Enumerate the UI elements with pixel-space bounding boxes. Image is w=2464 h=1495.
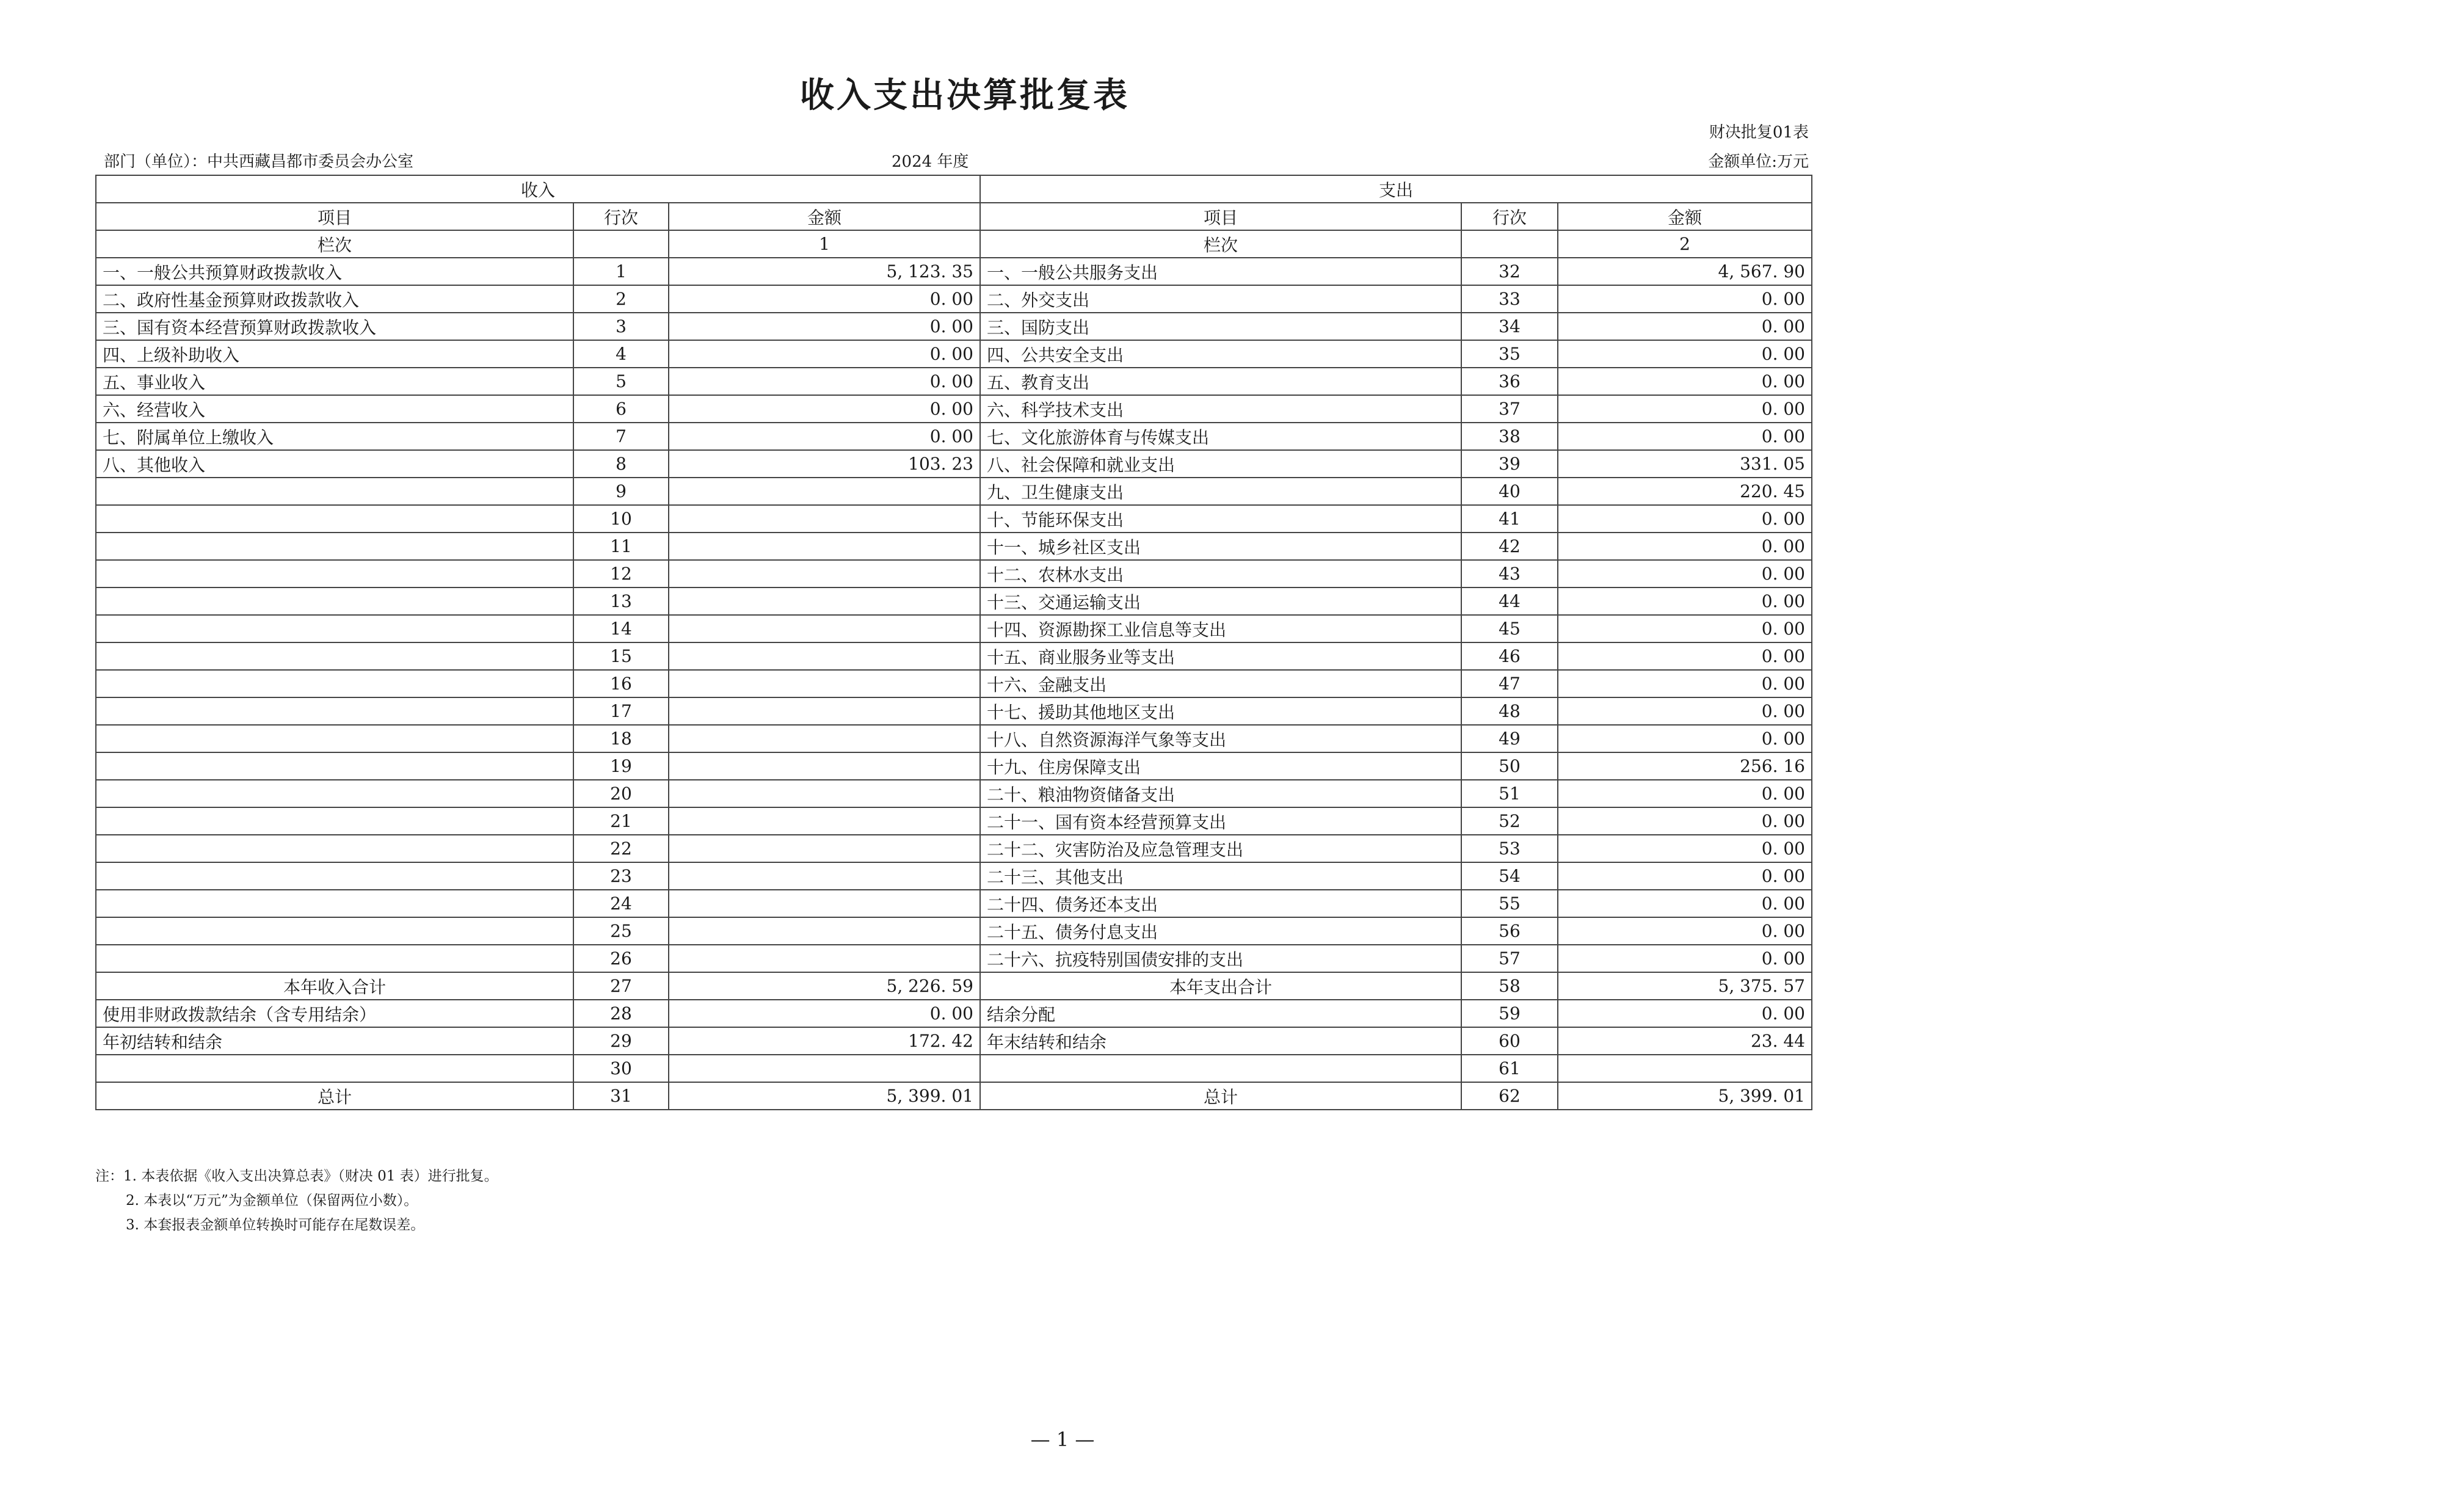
expense-amount: 0. 00: [1558, 423, 1812, 450]
page-number: — 1 —: [1030, 1428, 1095, 1451]
summary-row: [96, 972, 1812, 1000]
table-row: [96, 285, 1812, 313]
income-amount: [669, 560, 980, 587]
table-row: [96, 533, 1812, 560]
income-item: 三、国有资本经营预算财政拨款收入: [96, 313, 573, 340]
expense-item: 二十二、灾害防治及应急管理支出: [980, 835, 1461, 862]
income-summary-item: 使用非财政拨款结余（含专用结余）: [96, 1000, 573, 1027]
expense-item: 二十一、国有资本经营预算支出: [980, 807, 1461, 835]
expense-row-no: 37: [1461, 395, 1558, 423]
expense-row-no: 35: [1461, 340, 1558, 368]
income-amount: [669, 780, 980, 807]
income-item: [96, 890, 573, 917]
income-amount: [669, 642, 980, 670]
income-row-no: 2: [573, 285, 669, 313]
income-amount: 0. 00: [669, 285, 980, 313]
expense-summary-item: 本年支出合计: [980, 972, 1461, 1000]
expense-summary-row-no: 60: [1461, 1027, 1558, 1055]
table-row: [96, 807, 1812, 835]
income-amount: [669, 533, 980, 560]
table-row: [96, 505, 1812, 533]
expense-amount: 0. 00: [1558, 670, 1812, 697]
income-row-no: 21: [573, 807, 669, 835]
income-column-label: 栏次: [96, 230, 573, 258]
income-amount: [669, 615, 980, 642]
expense-item: 十、节能环保支出: [980, 505, 1461, 533]
income-amount: [669, 917, 980, 945]
income-amount-header: 金额: [669, 203, 980, 230]
expense-amount-header: 金额: [1558, 203, 1812, 230]
expense-row-no: 53: [1461, 835, 1558, 862]
income-row-no: 18: [573, 725, 669, 752]
income-item: [96, 533, 573, 560]
expense-amount: 0. 00: [1558, 505, 1812, 533]
table-row: [96, 478, 1812, 505]
expense-row-no: 48: [1461, 697, 1558, 725]
income-row-no-header: 行次: [573, 203, 669, 230]
column-index-row: [96, 230, 1812, 258]
income-item: [96, 917, 573, 945]
expense-row-no: 49: [1461, 725, 1558, 752]
form-number: 财决批复01表: [1709, 123, 1809, 142]
expense-summary-item: 总计: [980, 1082, 1461, 1110]
expense-row-no: 44: [1461, 587, 1558, 615]
expense-item: 二十六、抗疫特别国债安排的支出: [980, 945, 1461, 972]
expense-amount: 0. 00: [1558, 835, 1812, 862]
expense-summary-amount: 5, 399. 01: [1558, 1082, 1812, 1110]
table-row: [96, 725, 1812, 752]
expense-item: 十六、金融支出: [980, 670, 1461, 697]
table-row: [96, 313, 1812, 340]
expense-amount: 4, 567. 90: [1558, 258, 1812, 285]
expense-row-no: 32: [1461, 258, 1558, 285]
income-item-header: 项目: [96, 203, 573, 230]
income-item: 六、经营收入: [96, 395, 573, 423]
table-row: [96, 835, 1812, 862]
expense-item: 十一、城乡社区支出: [980, 533, 1461, 560]
income-row-no: 8: [573, 450, 669, 478]
expense-row-no: 52: [1461, 807, 1558, 835]
expense-amount: 0. 00: [1558, 807, 1812, 835]
expense-row-no: 40: [1461, 478, 1558, 505]
expense-amount: 220. 45: [1558, 478, 1812, 505]
table-row: [96, 642, 1812, 670]
expense-summary-amount: 23. 44: [1558, 1027, 1812, 1055]
table-row: [96, 890, 1812, 917]
income-summary-item: 本年收入合计: [96, 972, 573, 1000]
expense-column-label: 栏次: [980, 230, 1461, 258]
income-row-no: 5: [573, 368, 669, 395]
income-row-no: 17: [573, 697, 669, 725]
expense-amount: 0. 00: [1558, 780, 1812, 807]
expense-amount: 0. 00: [1558, 560, 1812, 587]
income-row-no: 19: [573, 752, 669, 780]
income-item: 一、一般公共预算财政拨款收入: [96, 258, 573, 285]
expense-amount: 0. 00: [1558, 697, 1812, 725]
income-amount: [669, 835, 980, 862]
expense-summary-item: 结余分配: [980, 1000, 1461, 1027]
expense-row-no: 51: [1461, 780, 1558, 807]
expense-row-no: 43: [1461, 560, 1558, 587]
expense-summary-row-no: 61: [1461, 1055, 1558, 1082]
page-title: 收入支出决算批复表: [800, 75, 1130, 115]
table-row: [96, 395, 1812, 423]
expense-item: 二十五、债务付息支出: [980, 917, 1461, 945]
income-expense-table: [95, 175, 1812, 1110]
expense-item: 十二、农林水支出: [980, 560, 1461, 587]
expense-amount: 0. 00: [1558, 945, 1812, 972]
income-summary-amount: 5, 399. 01: [669, 1082, 980, 1110]
income-item: [96, 670, 573, 697]
expense-amount: 331. 05: [1558, 450, 1812, 478]
note-2: 2. 本表以“万元”为金额单位（保留两位小数）。: [126, 1193, 418, 1209]
expense-row-no: 55: [1461, 890, 1558, 917]
income-amount: 103. 23: [669, 450, 980, 478]
income-item: [96, 560, 573, 587]
expense-item: 八、社会保障和就业支出: [980, 450, 1461, 478]
expense-summary-amount: [1558, 1055, 1812, 1082]
income-row-no: 11: [573, 533, 669, 560]
expense-amount: 0. 00: [1558, 642, 1812, 670]
income-amount: [669, 862, 980, 890]
expense-summary-row-no: 59: [1461, 1000, 1558, 1027]
expense-row-no: 39: [1461, 450, 1558, 478]
expense-row-no: 34: [1461, 313, 1558, 340]
expense-row-no: 54: [1461, 862, 1558, 890]
table-row: [96, 340, 1812, 368]
income-row-no: 26: [573, 945, 669, 972]
expense-row-no: 47: [1461, 670, 1558, 697]
income-row-no: 12: [573, 560, 669, 587]
table-row: [96, 560, 1812, 587]
expense-summary-row-no: 62: [1461, 1082, 1558, 1110]
summary-row: [96, 1027, 1812, 1055]
income-amount: [669, 890, 980, 917]
income-row-no-blank: [573, 230, 669, 258]
income-amount: 0. 00: [669, 313, 980, 340]
table-row: [96, 917, 1812, 945]
income-row-no: 3: [573, 313, 669, 340]
income-row-no: 23: [573, 862, 669, 890]
income-summary-item: [96, 1055, 573, 1082]
expense-section-header: 支出: [980, 175, 1812, 203]
income-item: [96, 862, 573, 890]
table-row: [96, 697, 1812, 725]
expense-amount: 0. 00: [1558, 395, 1812, 423]
income-item: [96, 615, 573, 642]
expense-row-no: 42: [1461, 533, 1558, 560]
summary-row: [96, 1000, 1812, 1027]
expense-row-no-header: 行次: [1461, 203, 1558, 230]
income-summary-amount: 172. 42: [669, 1027, 980, 1055]
expense-summary-item: 年末结转和结余: [980, 1027, 1461, 1055]
income-item: [96, 780, 573, 807]
expense-row-no: 56: [1461, 917, 1558, 945]
income-row-no: 16: [573, 670, 669, 697]
table-row: [96, 945, 1812, 972]
income-amount: [669, 505, 980, 533]
expense-amount: 0. 00: [1558, 587, 1812, 615]
income-row-no: 14: [573, 615, 669, 642]
income-item: 八、其他收入: [96, 450, 573, 478]
expense-amount: 0. 00: [1558, 917, 1812, 945]
income-row-no: 7: [573, 423, 669, 450]
income-item: [96, 807, 573, 835]
expense-item: 六、科学技术支出: [980, 395, 1461, 423]
expense-amount: 0. 00: [1558, 285, 1812, 313]
income-row-no: 4: [573, 340, 669, 368]
income-row-no: 20: [573, 780, 669, 807]
expense-item: 二、外交支出: [980, 285, 1461, 313]
income-row-no: 1: [573, 258, 669, 285]
income-item: 七、附属单位上缴收入: [96, 423, 573, 450]
expense-amount: 0. 00: [1558, 340, 1812, 368]
summary-row: [96, 1082, 1812, 1110]
expense-column-index: 2: [1558, 230, 1812, 258]
expense-summary-amount: 5, 375. 57: [1558, 972, 1812, 1000]
income-row-no: 13: [573, 587, 669, 615]
expense-item-header: 项目: [980, 203, 1461, 230]
expense-row-no: 41: [1461, 505, 1558, 533]
expense-item: 七、文化旅游体育与传媒支出: [980, 423, 1461, 450]
income-summary-item: 年初结转和结余: [96, 1027, 573, 1055]
income-row-no: 24: [573, 890, 669, 917]
income-item: 五、事业收入: [96, 368, 573, 395]
income-summary-row-no: 29: [573, 1027, 669, 1055]
income-section-header: 收入: [96, 175, 980, 203]
income-row-no: 6: [573, 395, 669, 423]
income-amount: 5, 123. 35: [669, 258, 980, 285]
expense-amount: 0. 00: [1558, 725, 1812, 752]
income-item: 二、政府性基金预算财政拨款收入: [96, 285, 573, 313]
fiscal-year: 2024 年度: [892, 153, 969, 171]
table-row: [96, 587, 1812, 615]
table-row: [96, 670, 1812, 697]
income-summary-row-no: 27: [573, 972, 669, 1000]
expense-item: 一、一般公共服务支出: [980, 258, 1461, 285]
table-row: [96, 423, 1812, 450]
footnotes: [95, 1164, 498, 1237]
section-header-row: [96, 175, 1812, 203]
expense-row-no: 38: [1461, 423, 1558, 450]
income-summary-item: 总计: [96, 1082, 573, 1110]
expense-item: 九、卫生健康支出: [980, 478, 1461, 505]
expense-amount: 0. 00: [1558, 368, 1812, 395]
expense-row-no: 50: [1461, 752, 1558, 780]
expense-item: 十九、住房保障支出: [980, 752, 1461, 780]
income-amount: [669, 807, 980, 835]
income-summary-amount: 0. 00: [669, 1000, 980, 1027]
income-row-no: 9: [573, 478, 669, 505]
table-row: [96, 258, 1812, 285]
income-item: [96, 945, 573, 972]
expense-amount: 0. 00: [1558, 313, 1812, 340]
expense-row-no: 57: [1461, 945, 1558, 972]
expense-item: 五、教育支出: [980, 368, 1461, 395]
expense-row-no: 45: [1461, 615, 1558, 642]
table-row: [96, 450, 1812, 478]
column-header-row: [96, 203, 1812, 230]
note-3: 3. 本套报表金额单位转换时可能存在尾数误差。: [126, 1217, 425, 1233]
income-row-no: 25: [573, 917, 669, 945]
expense-summary-row-no: 58: [1461, 972, 1558, 1000]
income-amount: 0. 00: [669, 395, 980, 423]
income-summary-amount: 5, 226. 59: [669, 972, 980, 1000]
income-row-no: 22: [573, 835, 669, 862]
income-amount: [669, 725, 980, 752]
income-item: [96, 835, 573, 862]
expense-item: 二十、粮油物资储备支出: [980, 780, 1461, 807]
income-item: [96, 587, 573, 615]
income-amount: 0. 00: [669, 368, 980, 395]
income-amount: [669, 670, 980, 697]
income-amount: [669, 752, 980, 780]
income-summary-amount: [669, 1055, 980, 1082]
expense-item: 三、国防支出: [980, 313, 1461, 340]
income-item: [96, 697, 573, 725]
income-item: [96, 725, 573, 752]
note-1: 注：1. 本表依据《收入支出决算总表》（财决 01 表）进行批复。: [95, 1168, 498, 1184]
income-amount: [669, 478, 980, 505]
income-summary-row-no: 28: [573, 1000, 669, 1027]
table-row: [96, 862, 1812, 890]
table-row: [96, 780, 1812, 807]
expense-row-no: 36: [1461, 368, 1558, 395]
income-item: [96, 642, 573, 670]
income-row-no: 15: [573, 642, 669, 670]
expense-row-no: 46: [1461, 642, 1558, 670]
expense-row-no-blank: [1461, 230, 1558, 258]
table-row: [96, 752, 1812, 780]
income-column-index: 1: [669, 230, 980, 258]
expense-amount: 0. 00: [1558, 862, 1812, 890]
expense-item: 四、公共安全支出: [980, 340, 1461, 368]
expense-summary-amount: 0. 00: [1558, 1000, 1812, 1027]
expense-item: 十四、资源勘探工业信息等支出: [980, 615, 1461, 642]
expense-item: 二十四、债务还本支出: [980, 890, 1461, 917]
income-amount: [669, 587, 980, 615]
income-amount: 0. 00: [669, 423, 980, 450]
income-summary-row-no: 30: [573, 1055, 669, 1082]
expense-summary-item: [980, 1055, 1461, 1082]
income-item: [96, 478, 573, 505]
income-item: [96, 752, 573, 780]
expense-item: 十三、交通运输支出: [980, 587, 1461, 615]
expense-row-no: 33: [1461, 285, 1558, 313]
summary-row: [96, 1055, 1812, 1082]
income-amount: [669, 945, 980, 972]
table-row: [96, 615, 1812, 642]
expense-amount: 0. 00: [1558, 533, 1812, 560]
expense-item: 十八、自然资源海洋气象等支出: [980, 725, 1461, 752]
income-summary-row-no: 31: [573, 1082, 669, 1110]
department-label: 部门（单位）：中共西藏昌都市委员会办公室: [104, 153, 414, 171]
income-row-no: 10: [573, 505, 669, 533]
income-item: [96, 505, 573, 533]
expense-amount: 256. 16: [1558, 752, 1812, 780]
income-amount: 0. 00: [669, 340, 980, 368]
expense-item: 十七、援助其他地区支出: [980, 697, 1461, 725]
expense-amount: 0. 00: [1558, 615, 1812, 642]
expense-item: 二十三、其他支出: [980, 862, 1461, 890]
income-item: 四、上级补助收入: [96, 340, 573, 368]
expense-amount: 0. 00: [1558, 890, 1812, 917]
table-row: [96, 368, 1812, 395]
amount-unit: 金额单位:万元: [1708, 153, 1809, 171]
income-amount: [669, 697, 980, 725]
expense-item: 十五、商业服务业等支出: [980, 642, 1461, 670]
